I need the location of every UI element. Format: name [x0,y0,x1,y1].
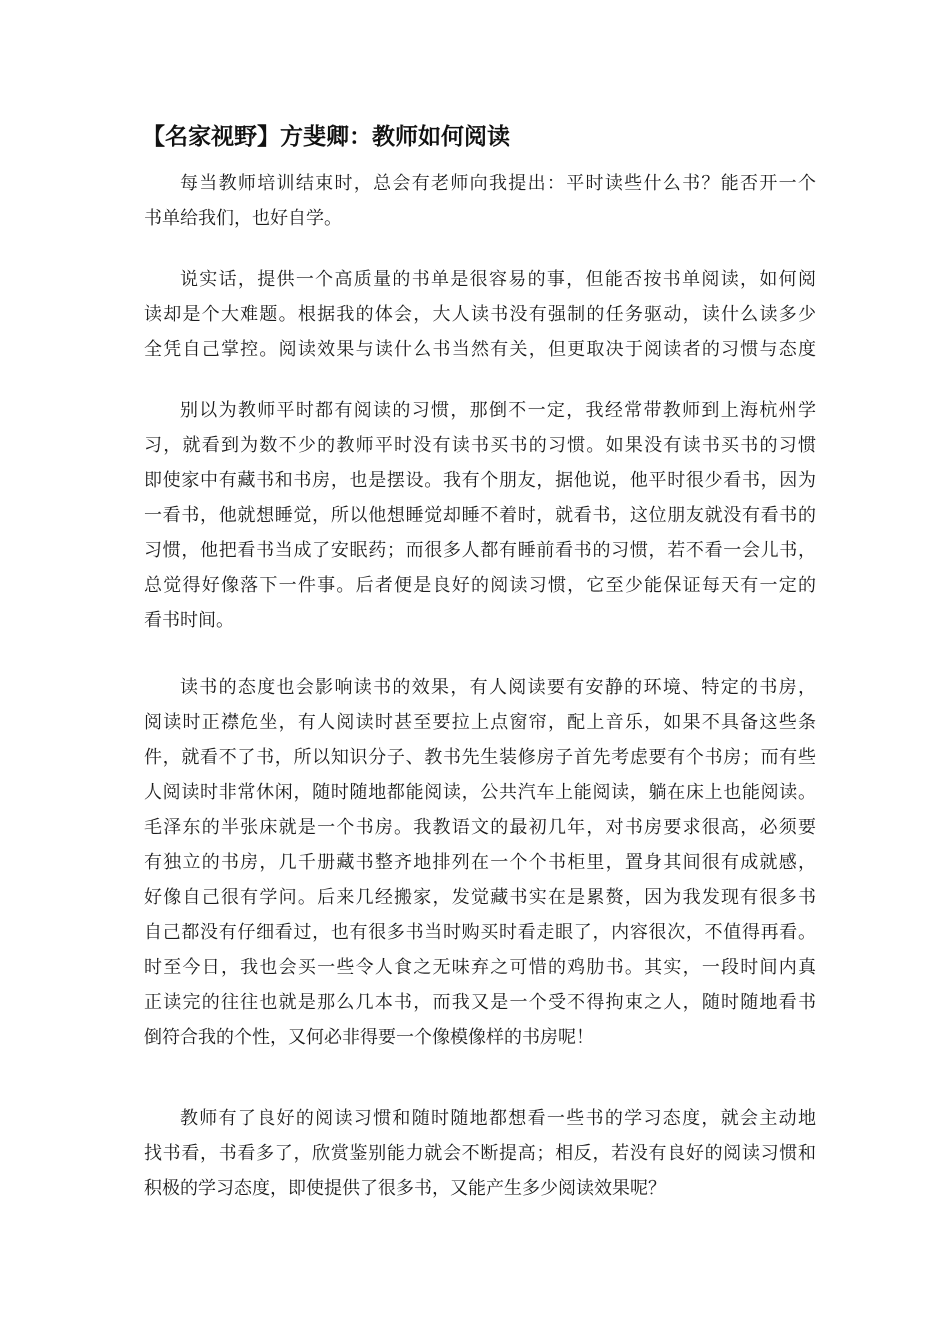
paragraph-line: 总觉得好像落下一件事。后者便是良好的阅读习惯，它至少能保证每天有一定的 [144,575,816,596]
paragraph-line: 正读完的往往也就是那么几本书，而我又是一个受不得拘束之人，随时随地看书 [144,992,816,1013]
paragraph-3 [144,393,816,638]
paragraph-4 [144,670,816,1055]
paragraph-line: 阅读时正襟危坐，有人阅读时甚至要拉上点窗帘，配上音乐，如果不具备这些条 [144,712,816,733]
paragraph-line: 看书时间。 [144,610,234,631]
paragraph-line: 全凭自己掌控。阅读效果与读什么书当然有关，但更取决于阅读者的习惯与态度 [144,339,816,360]
paragraph-line: 别以为教师平时都有阅读的习惯，那倒不一定，我经常带教师到上海杭州学 [180,400,816,421]
paragraph-line: 件，就看不了书，所以知识分子、教书先生装修房子首先考虑要有个书房；而有些 [144,747,816,768]
paragraph-line: 每当教师培训结束时，总会有老师向我提出：平时读些什么书？能否开一个 [180,173,816,194]
paragraph-5 [144,1101,816,1206]
paragraph-line: 说实话，提供一个高质量的书单是很容易的事，但能否按书单阅读，如何阅 [180,269,816,290]
paragraph-line: 教师有了良好的阅读习惯和随时随地都想看一些书的学习态度，就会主动地 [180,1108,816,1129]
paragraph-line: 毛泽东的半张床就是一个书房。我教语文的最初几年，对书房要求很高，必须要 [144,817,816,838]
article-title: 【名家视野】方斐卿：教师如何阅读 [142,124,510,150]
paragraph-line: 书单给我们，也好自学。 [144,208,342,229]
paragraph-2 [144,262,816,367]
paragraph-1 [144,166,816,236]
paragraph-line: 读书的态度也会影响读书的效果，有人阅读要有安静的环境、特定的书房， [180,677,816,698]
paragraph-line: 有独立的书房，几千册藏书整齐地排列在一个个书柜里，置身其间很有成就感， [144,852,816,873]
paragraph-line: 习惯，他把看书当成了安眠药；而很多人都有睡前看书的习惯，若不看一会儿书， [144,540,816,561]
paragraph-line: 倒符合我的个性，又何必非得要一个像模像样的书房呢！ [144,1027,594,1048]
paragraph-line: 自己都没有仔细看过，也有很多书当时购买时看走眼了，内容很次，不值得再看。 [144,922,816,943]
paragraph-line: 即使家中有藏书和书房，也是摆设。我有个朋友，据他说，他平时很少看书，因为 [144,470,816,491]
paragraph-line: 人阅读时非常休闲，随时随地都能阅读，公共汽车上能阅读，躺在床上也能阅读。 [144,782,816,803]
paragraph-line: 读却是个大难题。根据我的体会，大人读书没有强制的任务驱动，读什么读多少 [144,304,816,325]
paragraph-line: 好像自己很有学问。后来几经搬家，发觉藏书实在是累赘，因为我发现有很多书 [144,887,816,908]
paragraph-line: 找书看，书看多了，欣赏鉴别能力就会不断提高；相反，若没有良好的阅读习惯和 [144,1143,816,1164]
paragraph-line: 习，就看到为数不少的教师平时没有读书买书的习惯。如果没有读书买书的习惯 [144,435,816,456]
paragraph-line: 一看书，他就想睡觉，所以他想睡觉却睡不着时，就看书，这位朋友就没有看书的 [144,505,816,526]
paragraph-line: 积极的学习态度，即使提供了很多书，又能产生多少阅读效果呢？ [144,1178,666,1199]
paragraph-line: 时至今日，我也会买一些令人食之无味弃之可惜的鸡肋书。其实，一段时间内真 [144,957,816,978]
